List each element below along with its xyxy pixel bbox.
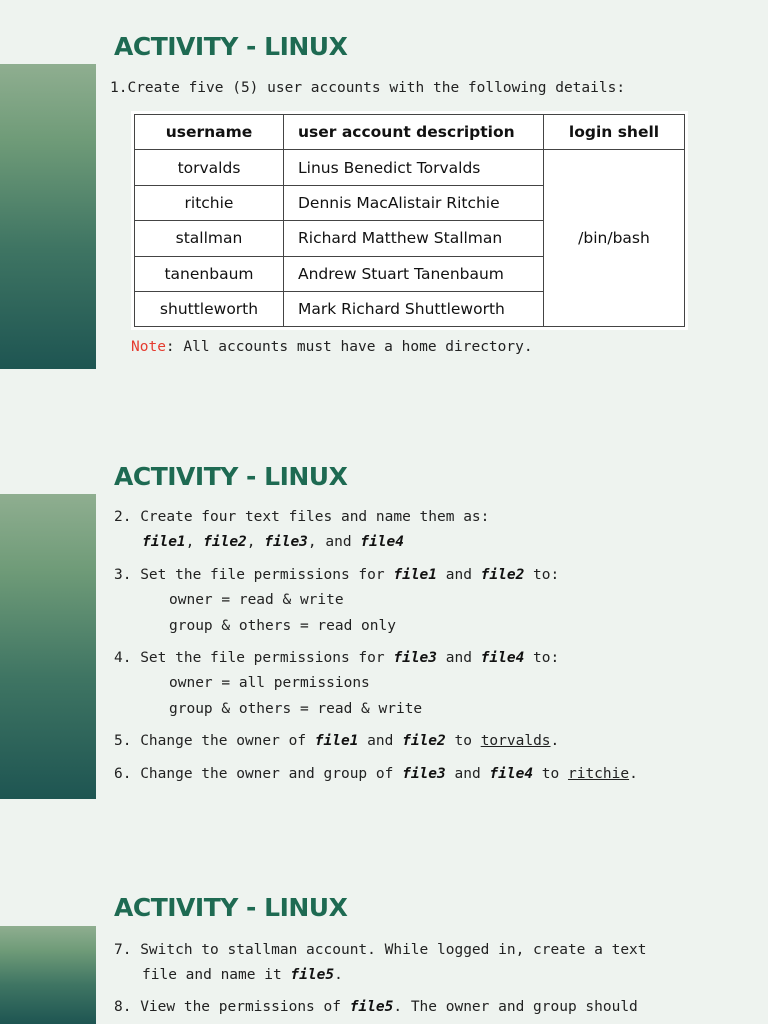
item-1-text: 1.Create five (5) user accounts with the following details: xyxy=(110,80,626,96)
item-3-lead: 3. Set the file permissions for xyxy=(114,567,394,583)
cell-description: Richard Matthew Stallman xyxy=(284,221,544,256)
item-3-group: group & others = read only xyxy=(169,618,396,634)
cell-username: shuttleworth xyxy=(135,291,284,326)
header-username: username xyxy=(135,115,284,150)
item-6-text xyxy=(114,766,638,782)
item-8-text xyxy=(114,999,638,1015)
cell-description: Linus Benedict Torvalds xyxy=(284,150,544,185)
cell-username: tanenbaum xyxy=(135,256,284,291)
filename: file2 xyxy=(402,733,446,749)
filename: file4 xyxy=(489,766,534,782)
item-8-tail: . The owner and group should xyxy=(393,999,638,1015)
filename: file3 xyxy=(264,534,308,550)
filename: file3 xyxy=(393,650,438,666)
period: . xyxy=(334,967,343,983)
cell-username: stallman xyxy=(135,221,284,256)
header-description: user account description xyxy=(284,115,544,150)
separator: and xyxy=(358,733,403,749)
user-accounts-table xyxy=(134,114,685,327)
separator: , xyxy=(185,534,204,550)
filename: file1 xyxy=(314,733,359,749)
item-4-group: group & others = read & write xyxy=(169,701,423,717)
item-3-tail: to: xyxy=(524,567,560,583)
filename: file1 xyxy=(142,534,186,550)
item-3-owner: owner = read & write xyxy=(169,592,344,608)
separator: and xyxy=(437,650,481,666)
cell-username: torvalds xyxy=(135,150,284,185)
username-ritchie: ritchie xyxy=(567,766,630,782)
cell-description: Dennis MacAlistair Ritchie xyxy=(284,185,544,220)
separator: to xyxy=(445,733,481,749)
item-5-lead: 5. Change the owner of xyxy=(114,733,315,749)
separator: to xyxy=(533,766,568,782)
item-4-owner: owner = all permissions xyxy=(169,675,370,691)
separator: , and xyxy=(307,534,361,550)
item-7-text-cont xyxy=(142,967,343,983)
filename: file4 xyxy=(480,650,525,666)
accent-bar-3 xyxy=(0,926,96,1024)
filename: file1 xyxy=(393,567,438,583)
item-6-lead: 6. Change the owner and group of xyxy=(114,766,403,782)
slide-title-3: ACTIVITY - LINUX xyxy=(114,893,348,922)
item-4-lead: 4. Set the file permissions for xyxy=(114,650,394,666)
item-8-lead: 8. View the permissions of xyxy=(114,999,350,1015)
accent-bar-2 xyxy=(0,494,96,799)
header-login-shell: login shell xyxy=(544,115,685,150)
filename: file5 xyxy=(349,999,394,1015)
note-text: : All accounts must have a home directory. xyxy=(165,339,533,355)
filename: file2 xyxy=(480,567,525,583)
item-4-text xyxy=(114,650,559,666)
cell-username: ritchie xyxy=(135,185,284,220)
item-7-text: 7. Switch to stallman account. While logged in, create a text xyxy=(114,942,647,958)
period: . xyxy=(629,766,638,782)
separator: and xyxy=(437,567,481,583)
filename: file2 xyxy=(203,534,247,550)
item-5-text xyxy=(114,733,559,749)
separator: , xyxy=(246,534,265,550)
cell-description: Andrew Stuart Tanenbaum xyxy=(284,256,544,291)
accent-bar-1 xyxy=(0,64,96,369)
table-header-row xyxy=(135,115,685,150)
period: . xyxy=(550,733,560,749)
item-2-files xyxy=(142,534,404,550)
item-3-text xyxy=(114,567,559,583)
filename: file4 xyxy=(360,534,404,550)
cell-login-shell: /bin/bash xyxy=(544,150,685,327)
table-row xyxy=(135,150,685,185)
slide-title-1: ACTIVITY - LINUX xyxy=(114,32,348,61)
item-4-tail: to: xyxy=(524,650,560,666)
separator: and xyxy=(445,766,490,782)
cell-description: Mark Richard Shuttleworth xyxy=(284,291,544,326)
filename: file3 xyxy=(402,766,446,782)
note-line xyxy=(131,339,533,355)
slide-title-2: ACTIVITY - LINUX xyxy=(114,462,348,491)
filename: file5 xyxy=(290,967,335,983)
note-label: Note xyxy=(131,339,166,355)
item-7-lead: file and name it xyxy=(142,967,291,983)
username-torvalds: torvalds xyxy=(480,733,551,749)
item-2-text: 2. Create four text files and name them as: xyxy=(114,509,490,525)
